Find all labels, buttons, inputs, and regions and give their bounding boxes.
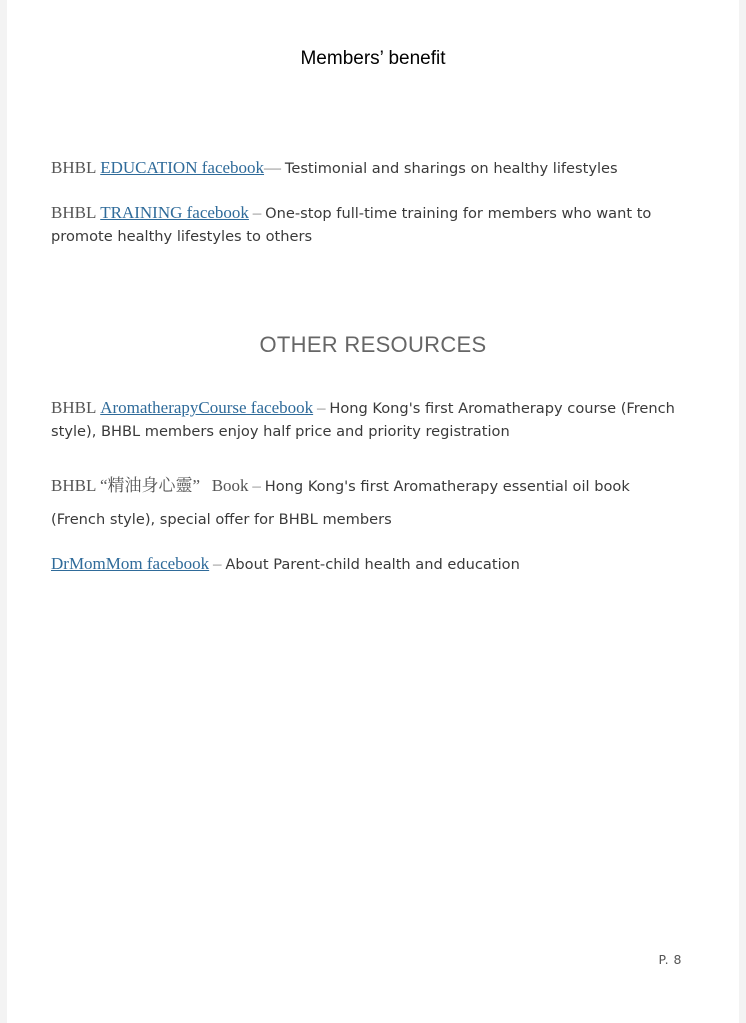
aromatherapy-entry — [51, 396, 701, 443]
book-entry-line1 — [51, 474, 711, 498]
education-entry — [51, 156, 701, 180]
drmommom-entry — [51, 552, 701, 576]
training-description: One-stop full-time training for members who want to promote healthy lifestyles to others — [51, 205, 652, 245]
drmommom-dash: – — [213, 554, 222, 573]
education-facebook-link[interactable]: EDUCATION facebook — [100, 158, 265, 177]
training-dash: – — [252, 203, 262, 222]
other-resources-heading: OTHER RESOURCES — [259, 332, 487, 357]
drmommom-description: About Parent-child health and education — [225, 556, 520, 573]
drmommom-facebook-link[interactable]: DrMomMom facebook — [51, 554, 210, 573]
education-description: Testimonial and sharings on healthy lifestyles — [284, 160, 618, 177]
aromatherapy-description: Hong Kong's first Aromatherapy course (French style), BHBL members enjoy half price and priority registration — [51, 400, 675, 440]
aromatherapy-dash: – — [316, 398, 326, 417]
page-number: P. 8 — [658, 952, 682, 967]
book-prefix: BHBL “精油身心靈” — [51, 476, 201, 495]
book-entry-line2 — [51, 508, 711, 531]
document-page — [7, 0, 739, 1023]
book-description-line2: (French style), special offer for BHBL members — [51, 511, 392, 528]
training-prefix: BHBL — [51, 203, 97, 222]
book-description-line1: Hong Kong's first Aromatherapy essential oil book — [264, 478, 630, 495]
education-prefix: BHBL — [51, 158, 97, 177]
book-dash: – — [252, 476, 261, 495]
training-entry — [51, 201, 701, 248]
education-dash: — — [264, 158, 282, 177]
book-word: Book — [211, 476, 249, 495]
aromatherapy-prefix: BHBL — [51, 398, 97, 417]
page-title: Members’ benefit — [300, 48, 446, 69]
aromatherapy-facebook-link[interactable]: AromatherapyCourse facebook — [100, 398, 314, 417]
training-facebook-link[interactable]: TRAINING facebook — [100, 203, 249, 222]
